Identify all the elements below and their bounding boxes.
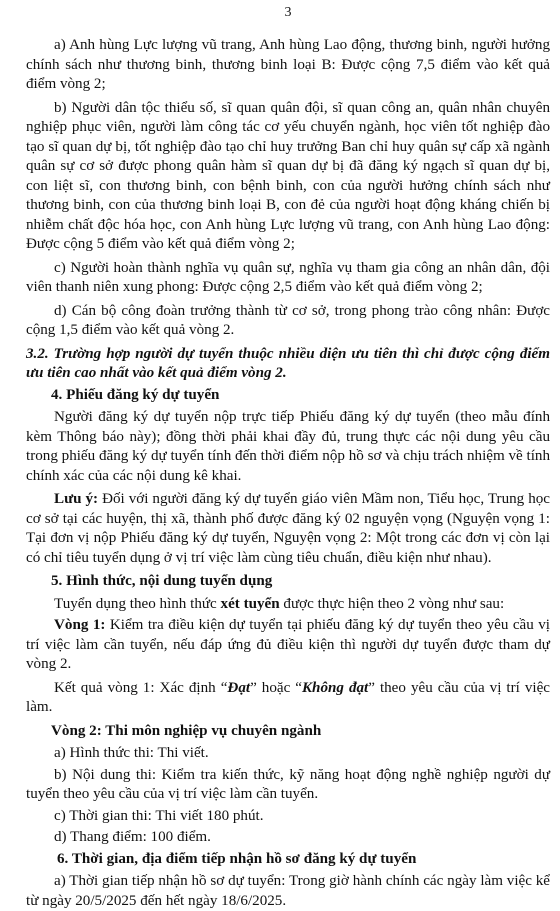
- priority-item-b: b) Người dân tộc thiểu số, sĩ quan quân đội, sĩ quan công an, quân nhân chuyên nghiệp phục viên, người làm công tác cơ yếu chuyển ngành, học viên tốt nghiệp đào tạo sĩ quan dự bị, tốt nghiệp đào tạo chỉ huy trưởng Ban chỉ huy quân sự cấp xã ngành quân sự cơ sở được phong quân hàm sĩ quan dự bị đã đăng ký ngạch sĩ quan dự bị, con liệt sĩ, con thương binh, con bệnh binh, con của người hưởng chính sách như thương binh, con của thương binh loại B, con đẻ của người hoạt động kháng chiến bị nhiễm chất độc hóa học, con Anh hùng Lực lượng vũ trang, con Anh hùng Lao động: Được cộng 5 điểm vào kết quả điểm vòng 2;: [26, 99, 550, 252]
- priority-item-d: d) Cán bộ công đoàn trưởng thành từ cơ sở, trong phong trào công nhân: Được cộng 1,5 điểm vào kết quả vòng 2.: [26, 302, 550, 338]
- fail-label: Không đạt: [301, 679, 369, 696]
- round-1-paragraph: [26, 616, 550, 675]
- section-5-heading: 5. Hình thức, nội dung tuyển dụng: [51, 573, 273, 589]
- round-1-label: Vòng 1:: [54, 617, 106, 633]
- recruitment-method: xét tuyển: [220, 595, 280, 612]
- priority-item-a: a) Anh hùng Lực lượng vũ trang, Anh hùng Lao động, thương binh, người hưởng chính sách như thương binh, thương binh loại B: Được cộng 7,5 điểm vào kết quả điểm vòng 2;: [26, 37, 550, 92]
- priority-item-c: c) Người hoàn thành nghĩa vụ quân sự, nghĩa vụ tham gia công an nhân dân, đội viên thanh niên xung phong: Được cộng 2,5 điểm vào kết quả điểm vòng 2;: [26, 259, 550, 295]
- section-3-2: 3.2. Trường hợp người dự tuyển thuộc nhiều diện ưu tiên thì chỉ được cộng điểm ưu tiên cao nhất vào kết quả điểm vòng 2.: [26, 345, 550, 381]
- note-text: Đối với người đăng ký dự tuyển giáo viên Mầm non, Tiểu học, Trung học cơ sở tại các huyện, thị xã, thành phố được đăng ký 02 nguyện vọng (Nguyện vọng 1: Tại đơn vị nộp Phiếu đăng ký dự tuyển, Nguyện vọng 2: Một trong các đơn vị còn lại có chỉ tiêu tuyển dụng ở vị trí việc làm cùng tiêu chuẩn, điều kiện như nhau).: [26, 491, 551, 566]
- recruitment-form-paragraph: Tuyển dụng theo hình thức xét tuyển được thực hiện theo 2 vòng như sau:: [54, 595, 505, 612]
- exam-scale: d) Thang điểm: 100 điểm.: [54, 829, 211, 845]
- exam-content: b) Nội dung thi: Kiểm tra kiến thức, kỹ năng hoạt động nghề nghiệp người dự tuyển theo yêu cầu của vị trí việc làm cần tuyển.: [26, 766, 550, 802]
- note-label: Lưu ý:: [54, 491, 99, 507]
- exam-duration: c) Thời gian thi: Thi viết 180 phút.: [54, 807, 264, 824]
- section-6-heading: 6. Thời gian, địa điểm tiếp nhận hồ sơ đăng ký dự tuyển: [57, 850, 417, 867]
- note-paragraph: [26, 490, 550, 568]
- submission-time: a) Thời gian tiếp nhận hồ sơ dự tuyển: Trong giờ hành chính các ngày làm việc kể từ ngày 20/5/2025 đến hết ngày 18/6/2025.: [26, 873, 550, 909]
- section-4-heading: 4. Phiếu đăng ký dự tuyển: [51, 386, 220, 403]
- pass-label: Đạt: [227, 679, 251, 696]
- round-1-result-paragraph: Kết quả vòng 1: Xác định “Đạt” hoặc “Không đạt” theo yêu cầu của vị trí việc làm.: [26, 679, 550, 715]
- registration-form-paragraph: Người đăng ký dự tuyển nộp trực tiếp Phiếu đăng ký dự tuyển (theo mẫu đính kèm Thông báo này); đồng thời phải khai đầy đủ, trung thực các nội dung yêu cầu trong phiếu đăng ký dự tuyển tính đến thời điểm nộp hồ sơ và chịu trách nhiệm về tính chính xác của các nội dung kê khai.: [26, 409, 550, 484]
- exam-format: a) Hình thức thi: Thi viết.: [54, 745, 209, 761]
- round-1-text: Kiểm tra điều kiện dự tuyển tại phiếu đăng ký dự tuyển theo yêu cầu vị trí việc làm cần tuyển, nếu đáp ứng đủ điều kiện thì người dự tuyển được tham dự vòng 2.: [26, 617, 550, 672]
- round-2-heading: Vòng 2: Thi môn nghiệp vụ chuyên ngành: [51, 722, 322, 739]
- page-number: 3: [284, 5, 292, 20]
